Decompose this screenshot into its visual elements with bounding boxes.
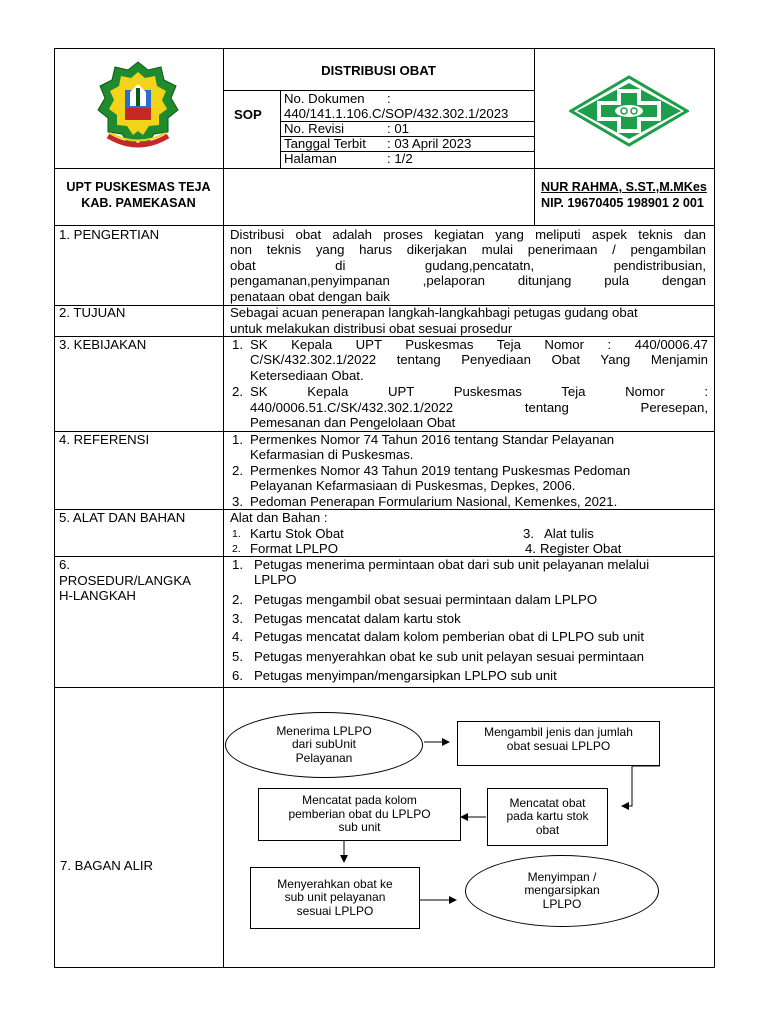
kebijakan-line: SK Kepala UPT Puskesmas Teja Nomor : 440/0006.47 — [250, 337, 708, 352]
prosedur-num: 3. — [232, 611, 243, 626]
alat-item: Kartu Stok Obat — [250, 526, 344, 541]
halaman-label: Halaman — [284, 151, 337, 166]
document-title: DISTRIBUSI OBAT — [321, 63, 436, 78]
halaman-value: : 1/2 — [387, 151, 413, 166]
signer-nip: NIP. 19670405 198901 2 001 — [541, 196, 704, 210]
tanggal-value: : 03 April 2023 — [387, 136, 472, 151]
referensi-num: 1. — [232, 432, 243, 447]
referensi-line: Pelayanan Kefarmasiaan di Puskesmas, Depkes, 2006. — [250, 478, 576, 493]
kebijakan-line: SK Kepala UPT Puskesmas Teja Nomor : — [250, 384, 708, 399]
prosedur-step: Petugas mencatat dalam kolom pemberian obat di LPLPO sub unit — [254, 629, 644, 644]
pengertian-line: obat di gudang,pencatatn, pendistribusian, — [230, 258, 706, 273]
referensi-line: Permenkes Nomor 43 Tahun 2019 tentang Puskesmas Pedoman — [250, 463, 631, 478]
prosedur-step: Petugas mengambil obat sesuai permintaan dalam LPLPO — [254, 592, 598, 607]
revisi-label: No. Revisi — [284, 121, 345, 136]
referensi-line: Kefarmasian di Puskesmas. — [250, 447, 414, 462]
bagan-label: 7. BAGAN ALIR — [60, 858, 154, 873]
referensi-label: 4. REFERENSI — [59, 432, 150, 447]
alat-item: Register Obat — [540, 541, 622, 556]
revisi-value: : 01 — [387, 121, 409, 136]
tujuan-line: untuk melakukan distribusi obat sesuai prosedur — [230, 321, 513, 336]
prosedur-step: Petugas mencatat dalam kartu stok — [254, 611, 461, 626]
alat-item: Format LPLPO — [250, 541, 338, 556]
alat-num: 1. — [232, 528, 241, 540]
pengertian-line: pengamanan,penyimpanan ,pelaporan ditunjang pula dengan — [230, 273, 706, 288]
flow-node-archive: Menyimpan / mengarsipkan LPLPO — [465, 855, 659, 927]
prosedur-step: Petugas menyimpan/mengarsipkan LPLPO sub unit — [254, 668, 557, 683]
prosedur-step: LPLPO — [254, 572, 297, 587]
org-line1: UPT PUSKESMAS TEJA — [66, 180, 211, 194]
prosedur-num: 2. — [232, 592, 243, 607]
flow-node-receive-lplpo: Menerima LPLPO dari subUnit Pelayanan — [225, 712, 423, 778]
tanggal-label: Tanggal Terbit — [284, 136, 366, 151]
pengertian-label: 1. PENGERTIAN — [59, 227, 160, 242]
org-line2: KAB. PAMEKASAN — [81, 196, 196, 210]
kebijakan-line: Pemesanan dan Pengelolaan Obat — [250, 415, 456, 430]
kebijakan-num: 1. — [232, 337, 243, 352]
alat-num: 2. — [232, 543, 241, 555]
prosedur-label: 6. — [59, 557, 70, 572]
prosedur-num: 6. — [232, 668, 243, 683]
prosedur-step: Petugas menerima permintaan obat dari sub unit pelayanan melalui — [254, 557, 650, 572]
kebijakan-line: 440/0006.51.C/SK/432.302.1/2022 tentang Peresepan, — [250, 400, 708, 415]
prosedur-num: 4. — [232, 629, 243, 644]
kebijakan-line: Ketersediaan Obat. — [250, 368, 364, 383]
referensi-num: 2. — [232, 463, 243, 478]
prosedur-num: 5. — [232, 649, 243, 664]
signer-name: NUR RAHMA, S.ST.,M.MKes — [541, 180, 707, 194]
alat-num: 3. — [523, 526, 534, 541]
referensi-num: 3. — [232, 494, 243, 509]
alat-intro: Alat dan Bahan : — [230, 510, 328, 525]
tujuan-label: 2. TUJUAN — [59, 305, 126, 320]
alat-num: 4. — [525, 541, 536, 556]
prosedur-num: 1. — [232, 557, 243, 572]
flow-node-record-stock-card: Mencatat obat pada kartu stok obat — [487, 788, 608, 846]
doc-no-label: No. Dokumen — [284, 91, 365, 106]
prosedur-step: Petugas menyerahkan obat ke sub unit pelayan sesuai permintaan — [254, 649, 645, 664]
doc-no-value: 440/141.1.106.C/SOP/432.302.1/2023 — [284, 106, 509, 121]
flow-node-take-medicine: Mengambil jenis dan jumlah obat sesuai LPLPO — [457, 721, 660, 766]
alat-label: 5. ALAT DAN BAHAN — [59, 510, 186, 525]
pengertian-line: Distribusi obat adalah proses kegiatan yang meliputi aspek teknis dan — [230, 227, 706, 242]
referensi-line: Permenkes Nomor 74 Tahun 2016 tentang Standar Pelayanan — [250, 432, 615, 447]
alat-item: Alat tulis — [544, 526, 594, 541]
sop-label: SOP — [234, 107, 262, 122]
kebijakan-label: 3. KEBIJAKAN — [59, 337, 147, 352]
kebijakan-num: 2. — [232, 384, 243, 399]
kebijakan-line: C/SK/432.302.1/2022 tentang Penyediaan Obat Yang Menjamin — [250, 352, 708, 367]
doc-no-sep: : — [387, 91, 391, 106]
flow-node-record-lplpo-column: Mencatat pada kolom pemberian obat du LPLPO sub unit — [258, 788, 461, 841]
prosedur-label: H-LANGKAH — [59, 588, 136, 603]
flow-node-hand-over: Menyerahkan obat ke sub unit pelayanan sesuai LPLPO — [250, 867, 420, 929]
pengertian-line: penataan obat dengan baik — [230, 289, 390, 304]
tujuan-line: Sebagai acuan penerapan langkah-langkahbagi petugas gudang obat — [230, 305, 638, 320]
referensi-line: Pedoman Penerapan Formularium Nasional, Kemenkes, 2021. — [250, 494, 618, 509]
prosedur-label: PROSEDUR/LANGKA — [59, 573, 191, 588]
pengertian-line: non teknis yang harus dikerjakan mulai penerimaan / pengambilan — [230, 242, 706, 257]
